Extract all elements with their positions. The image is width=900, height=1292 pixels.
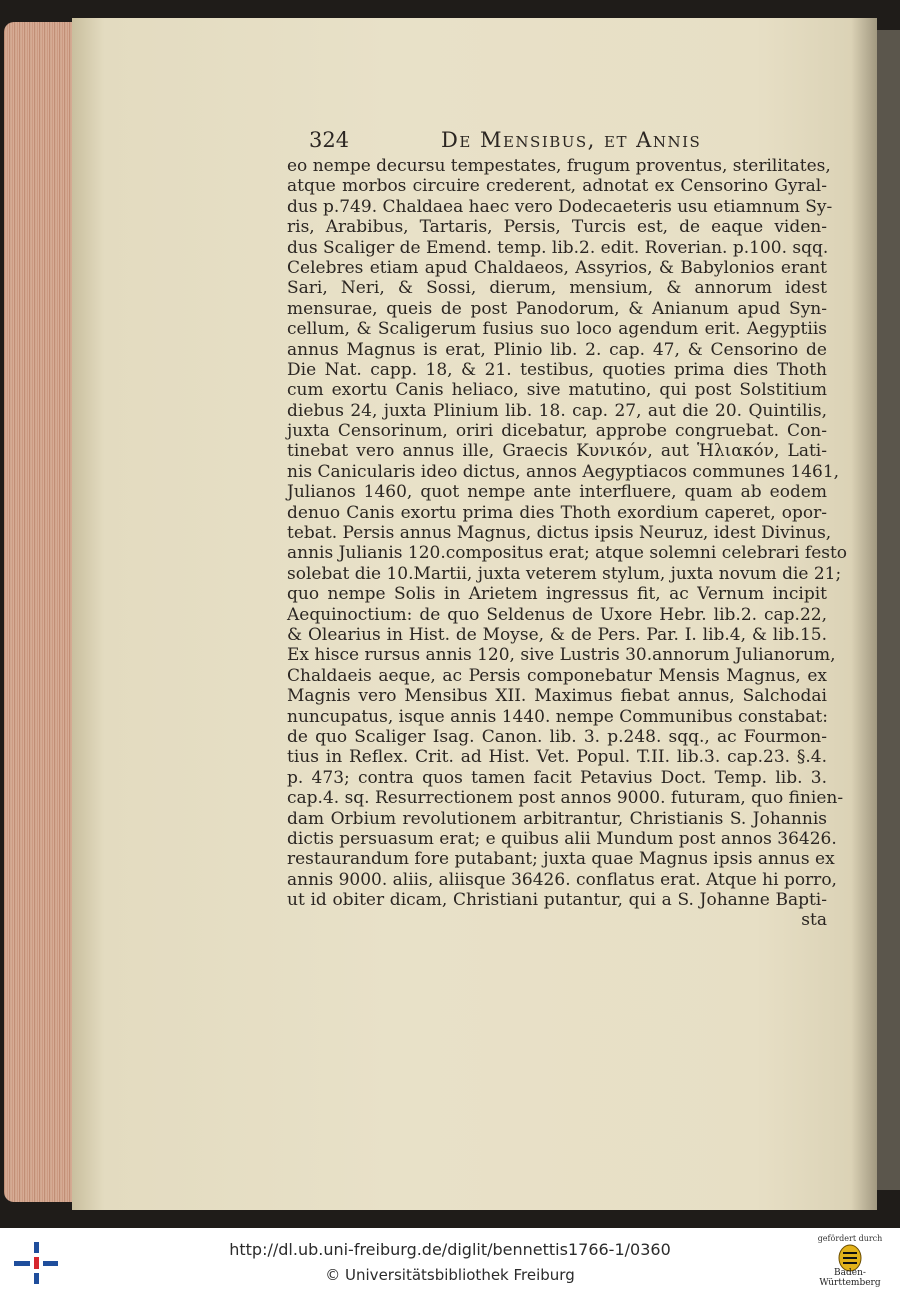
text-line: Die Nat. capp. 18, & 21. testibus, quoties prima dies Thoth bbox=[287, 359, 827, 380]
text-line: restaurandum fore putabant; juxta quae Magnus ipsis annus ex bbox=[287, 849, 835, 870]
text-line: cap.4. sq. Resurrectionem post annos 9000. futuram, quo finien- bbox=[287, 788, 844, 809]
text-line: dus Scaliger de Emend. temp. lib.2. edit. Roverian. p.100. sqq. bbox=[287, 237, 829, 258]
text-line: dam Orbium revolutionem arbitrantur, Christianis S. Johannis bbox=[287, 808, 827, 829]
text-line: nis Canicularis ideo dictus, annos Aegyptiacos communes 1461, bbox=[287, 461, 840, 482]
text-line: de quo Scaliger Isag. Canon. lib. 3. p.248. sqq., ac Fourmon- bbox=[287, 726, 827, 747]
text-line: ris, Arabibus, Tartaris, Persis, Turcis est, de eaque viden- bbox=[287, 217, 827, 238]
text-line: p. 473; contra quos tamen facit Petavius Doct. Temp. lib. 3. bbox=[287, 767, 827, 788]
viewer-footer bbox=[0, 1228, 900, 1292]
text-line: sta bbox=[801, 910, 827, 931]
text-line: annus Magnus is erat, Plinio lib. 2. cap. 47, & Censorino de bbox=[287, 339, 827, 360]
sponsor-block bbox=[805, 1230, 895, 1290]
permalink-url[interactable]: http://dl.ub.uni-freiburg.de/diglit/bennettis1766-1/0360 bbox=[229, 1240, 671, 1259]
text-line: atque morbos circuire crederent, adnotat ex Censorino Gyral- bbox=[287, 176, 827, 197]
body-text bbox=[287, 156, 848, 931]
running-head: De Mensibus, et Annis bbox=[441, 128, 702, 152]
sponsor-name: Baden-Württemberg bbox=[819, 1268, 881, 1288]
text-line: quo nempe Solis in Arietem ingressus fit, ac Vernum incipit bbox=[287, 584, 827, 605]
text-line: tius in Reflex. Crit. ad Hist. Vet. Popul. T.II. lib.3. cap.23. §.4. bbox=[287, 747, 827, 768]
text-line: cum exortu Canis heliaco, sive matutino, qui post Solstitium bbox=[287, 380, 827, 401]
text-line: juxta Censorinum, oriri dicebatur, approbe congruebat. Con- bbox=[287, 421, 827, 442]
sponsor-label: gefördert durch bbox=[817, 1234, 883, 1243]
text-line: Ex hisce rursus annis 120, sive Lustris 30.annorum Julianorum, bbox=[287, 645, 836, 666]
text-line: tebat. Persis annus Magnus, dictus ipsis Neuruz, idest Divinus, bbox=[287, 523, 832, 544]
text-line: denuo Canis exortu prima dies Thoth exordium caperet, opor- bbox=[287, 502, 827, 523]
text-line: Celebres etiam apud Chaldaeos, Assyrios, & Babylonios erant bbox=[287, 257, 827, 278]
text-line: annis Julianis 120.compositus erat; atque solemni celebrari festo bbox=[287, 543, 848, 564]
text-line: nuncupatus, isque annis 1440. nempe Communibus constabat: bbox=[287, 706, 828, 727]
text-line: diebus 24, juxta Plinium lib. 18. cap. 27, aut die 20. Quintilis, bbox=[287, 400, 827, 421]
text-line: dictis persuasum erat; e quibus alii Mundum post annos 36426. bbox=[287, 828, 837, 849]
text-line: & Olearius in Hist. de Moyse, & de Pers. Par. I. lib.4, & lib.15. bbox=[287, 624, 827, 645]
page-number: 324 bbox=[309, 128, 350, 152]
text-line: cellum, & Scaligerum fusius suo loco agendum erit. Aegyptiis bbox=[287, 319, 827, 340]
text-line: tinebat vero annus ille, Graecis Κυνικόν, aut Ἡλιακόν, Lati- bbox=[287, 441, 827, 462]
text-line: Chaldaeis aeque, ac Persis componebatur Mensis Magnus, ex bbox=[287, 665, 827, 686]
text-line: eo nempe decursu tempestates, frugum proventus, sterilitates, bbox=[287, 156, 831, 176]
copyright-notice: © Universitätsbibliothek Freiburg bbox=[325, 1266, 575, 1284]
text-line: dus p.749. Chaldaea haec vero Dodecaeteris usu etiamnum Sy- bbox=[287, 196, 833, 217]
text-line: annis 9000. aliis, aliisque 36426. conflatus erat. Atque hi porro, bbox=[287, 869, 837, 890]
text-line: ut id obiter dicam, Christiani putantur, qui a S. Johanne Bapti- bbox=[287, 890, 827, 911]
text-line: Aequinoctium: de quo Seldenus de Uxore Hebr. lib.2. cap.22, bbox=[287, 604, 827, 625]
text-line: Sari, Neri, & Sossi, dierum, mensium, & annorum idest bbox=[287, 278, 827, 299]
text-line: Magnis vero Mensibus XII. Maximus fiebat annus, Salchodai bbox=[287, 686, 827, 707]
page-header bbox=[309, 128, 709, 154]
text-line: mensurae, queis de post Panodorum, & Anianum apud Syn- bbox=[287, 298, 827, 319]
adjacent-page-edge bbox=[877, 30, 900, 1190]
text-line: Julianos 1460, quot nempe ante interfluere, quam ab eodem bbox=[287, 482, 827, 503]
text-line: solebat die 10.Martii, juxta veterem stylum, juxta novum die 21; bbox=[287, 563, 842, 584]
